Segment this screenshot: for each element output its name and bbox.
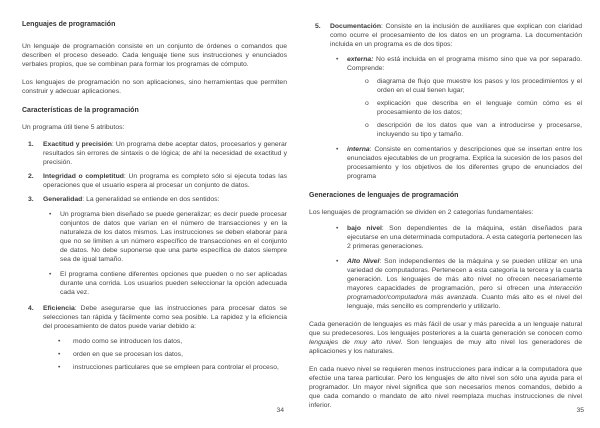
page-number-left: 34 xyxy=(276,407,284,414)
item-text: . Cuanto más alto es el nivel del lenguaje, más sencillo es comprenderlo y utilizarlo. xyxy=(347,294,583,310)
numbered-item-generalidad xyxy=(22,195,287,204)
numbered-item-body xyxy=(43,195,287,204)
bullet-text: diagrama de flujo que muestre los pasos y los procedimientos y el orden en el cual tienen lugar; xyxy=(377,78,582,94)
numbered-item-exactitud xyxy=(22,140,287,167)
item-label: interna xyxy=(347,146,370,153)
bullet-item-bajo-nivel xyxy=(309,224,582,251)
item-label: Documentación xyxy=(330,23,381,30)
item-text: : Consiste en la inclusión de auxiliares que explican con claridad como ocurre el procesamiento de los datos en un programa. La documentación incluida en un programa es de dos tipos: xyxy=(330,23,582,48)
bullet-text: descripción de los datos que van a introducirse y procesarse, incluyendo su tipo y tamaño. xyxy=(377,122,582,138)
bullet-text: explicación que describa en el lenguaje común cómo es el procesamiento de los datos; xyxy=(377,100,582,116)
bullet-text: Un programa bien diseñado se puede generalizar; es decir puede procesar conjuntos de datos que varían en el número de transacciones y en la naturaleza de los datos mismos. Las instrucciones se deben elaborar para que no se limiten a un número específico de transacciones en el conjunto de datos. No debe suponerse que una parte específica de datos siempre sea de igual tamaño. xyxy=(60,211,287,263)
item-label: Eficiencia xyxy=(43,305,75,312)
numbered-item-body xyxy=(43,172,287,190)
bullet-item-generalidad-2 xyxy=(22,270,287,297)
paragraph-text: Cada generación de lenguajes es más fácil de usar y más parecida a un lenguaje natural que su predecesores. Los lenguajes posteriores a la cuarta generación se conocen como xyxy=(309,321,582,337)
item-label: bajo nivel xyxy=(347,225,382,232)
item-text-italic: interacción programador/computadora más avanzada xyxy=(347,285,582,301)
bullet-item-instrucciones xyxy=(22,363,287,372)
bullet-body xyxy=(347,55,582,73)
bullet-item-generalidad-1 xyxy=(22,210,287,264)
bullet-body xyxy=(347,145,582,181)
bullet-item-interna xyxy=(309,145,582,181)
list-number: 1. xyxy=(28,141,34,148)
circle-marker: o xyxy=(365,78,369,85)
intro-paragraph-2: Los lenguajes de programación no son aplicaciones, sino herramientas que permiten construir y adecuar aplicaciones. xyxy=(22,79,287,95)
item-label: Generalidad xyxy=(43,196,83,203)
level-paragraph: En cada nuevo nivel se requieren menos instrucciones para indicar a la computadora que efectúe una tarea particular. Pero los lenguajes de alto nivel son sólo una ayuda para el programador. Un mayor nivel significa que son necesarios menos comandos, debido a que cada comando o mandato de alto nivel reemplaza muchas instrucciones de nivel inferior. xyxy=(309,366,582,409)
section-heading-generaciones: Generaciones de lenguajes de programación xyxy=(309,192,459,199)
bullet-text: orden en que se procesan los datos, xyxy=(73,351,183,358)
bullet-marker: • xyxy=(336,258,339,265)
bullet-marker: • xyxy=(336,225,339,232)
numbered-item-body xyxy=(43,140,287,167)
intro-paragraph-1: Un lenguaje de programación consiste en un conjunto de órdenes o comandos que describen el proceso deseado. Cada lenguaje tiene sus instrucciones y enunciados verbales propios, que se combinan para formar los programas de cómputo. xyxy=(22,43,287,68)
circle-marker: o xyxy=(365,122,369,129)
numbered-item-body xyxy=(330,22,582,49)
item-text: : Consiste en comentarios y descripciones que se insertan entre los enunciados ejecutables de un programa. Explica la sucesión de los pasos del procesamiento y los objetivos de los diferentes grupo de enunciados del programa xyxy=(347,146,582,180)
bullet-marker: • xyxy=(58,338,61,345)
item-text: : Son dependientes de la máquina, están diseñados para ejecutarse en una determinada computadora. A esta categoría pertenecen las 2 primeras generaciones. xyxy=(347,225,582,250)
bullet-marker: • xyxy=(49,271,52,278)
item-text: : Un programa es completo sólo si ejecuta todas las operaciones que el usuario espera al procesar un conjunto de datos. xyxy=(43,173,287,189)
circle-marker: o xyxy=(365,100,369,107)
bullet-text: modo como se introducen los datos, xyxy=(73,338,183,345)
item-text: No está incluida en el programa mismo sino que va por separado. Comprende: xyxy=(347,56,582,72)
bullet-body xyxy=(347,257,582,311)
bullet-text: instrucciones particulares que se empleen para controlar el proceso, xyxy=(73,364,279,371)
page-number-right: 35 xyxy=(576,407,584,414)
bullet-marker: • xyxy=(49,211,52,218)
item-label: externa: xyxy=(347,56,374,63)
section-heading-caracteristicas: Características de la programación xyxy=(22,107,139,114)
generation-paragraph xyxy=(309,320,582,356)
list-number: 4. xyxy=(28,305,34,312)
document-page-right xyxy=(300,0,600,428)
bullet-marker: • xyxy=(58,364,61,371)
item-label: Exactitud y precisión xyxy=(43,141,112,148)
bullet-item-orden xyxy=(22,350,287,359)
bullet-text: El programa contiene diferentes opciones que pueden o no ser aplicadas durante una corrida. Los usuarios pueden seleccionar la opción adecuada cada vez. xyxy=(60,271,287,296)
item-text: : Son independientes de la máquina y se pueden utilizar en una variedad de computadoras. Pertenecen a esta categoría la tercera y la cuarta generación. Los lenguajes de más alto nivel no ofrecen necesariamente mayores capacidades de programación, pero sí ofrecen una xyxy=(347,258,582,292)
paragraph-text: . Son lenguajes de muy alto nivel los generadores de aplicaciones y los naturales. xyxy=(309,339,582,355)
attributes-intro-paragraph: Un programa útil tiene 5 atributos: xyxy=(22,124,125,131)
bullet-item-alto-nivel xyxy=(309,257,582,311)
item-text: : La generalidad se entiende en dos sentidos: xyxy=(82,196,220,203)
bullet-marker: • xyxy=(58,351,61,358)
numbered-item-integridad xyxy=(22,172,287,190)
bullet-body xyxy=(347,224,582,251)
numbered-item-body xyxy=(43,304,287,331)
paragraph-text-italic: lenguajes de muy alto nivel xyxy=(309,339,401,346)
categories-intro-paragraph: Los lenguajes de programación se dividen en 2 categorías fundamentales: xyxy=(309,209,534,216)
bullet-item-modo xyxy=(22,337,287,346)
numbered-item-eficiencia xyxy=(22,304,287,331)
list-number: 2. xyxy=(28,173,34,180)
bullet-marker: • xyxy=(336,146,339,153)
list-number: 5. xyxy=(315,23,321,30)
sub-bullet-explicacion xyxy=(309,99,582,117)
bullet-marker: • xyxy=(336,56,339,63)
sub-bullet-diagrama xyxy=(309,77,582,95)
item-text: : Un programa debe aceptar datos, procesarlos y generar resultados sin errores de sintaxis o de lógica; de ahí la necesidad de exactitud y precisión. xyxy=(43,141,287,166)
item-label: Alto Nivel xyxy=(347,258,380,265)
doc-title: Lenguajes de programación xyxy=(22,21,116,28)
bullet-item-externa xyxy=(309,55,582,73)
numbered-item-documentacion xyxy=(309,22,582,49)
item-label: Integridad o completitud xyxy=(43,173,124,180)
item-text: : Debe asegurarse que las instrucciones para procesar datos se selecciones tan rápida y fácilmente como sea posible. La rapidez y la eficiencia del procesamiento de datos puede variar debido a: xyxy=(43,305,287,330)
list-number: 3. xyxy=(28,196,34,203)
sub-bullet-descripcion xyxy=(309,121,582,139)
